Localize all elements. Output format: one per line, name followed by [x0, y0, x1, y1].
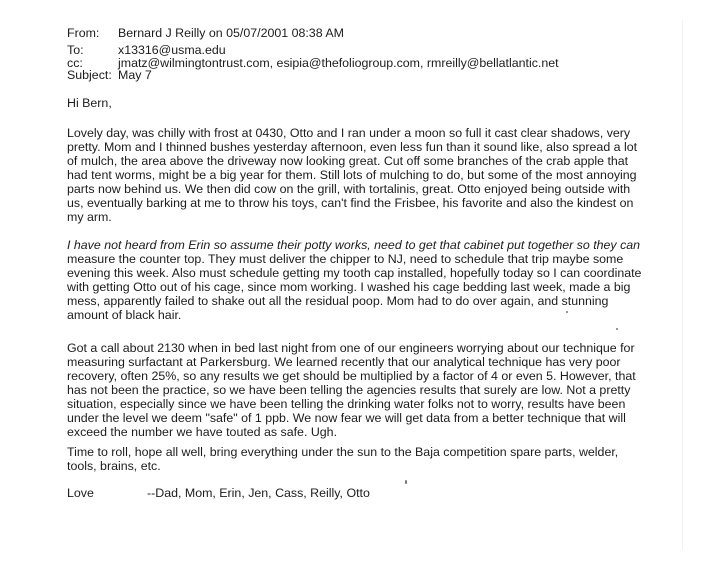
from-value: Bernard J Reilly on 05/07/2001 08:38 AM	[118, 26, 344, 40]
scan-speck	[566, 311, 568, 313]
to-label: To:	[67, 43, 84, 57]
scan-margin-line	[682, 20, 683, 550]
paragraph-4	[67, 445, 627, 473]
paragraph-line: has not been the practice, so we have been telling the agencies results that surely are low. Not a pretty	[67, 383, 631, 397]
paragraph-line: had tent worms, might be a big year for them. Still lots of mulching to do, but some of the most annoying	[67, 168, 637, 182]
from-label: From:	[67, 26, 100, 40]
paragraph-line: measuring surfactant at Parkersburg. We learned recently that our analytical technique has very poor	[67, 355, 621, 369]
paragraph-line: pretty. Mom and I thinned bushes yesterday afternoon, even less fun than it sound like, also spread a lot	[67, 140, 638, 154]
paragraph-line: evening this week. Also must schedule getting my tooth cap installed, hopefully today so I can coordinate	[67, 266, 642, 280]
paragraph-line: recovery, often 25%, so any results we get should be multiplied by a factor of 4 or even 5. However, that	[67, 369, 636, 383]
subject-value: May 7	[118, 68, 152, 83]
paragraph-1	[67, 126, 638, 224]
scan-speck	[405, 480, 407, 484]
paragraph-line: us, eventually barking at me to throw his toys, can't find the Frisbee, his favorite and also the kindest on	[67, 196, 634, 210]
paragraph-line: parts now behind us. We then did cow on the grill, with tortalinis, great. Otto enjoyed being outside with	[67, 182, 631, 196]
paragraph-2	[67, 238, 642, 322]
paragraph-line: under the level we deem "safe" of 1 ppb. We now fear we will get data from a better technique that will	[67, 411, 626, 425]
paragraph-line: Time to roll, hope all well, bring everything under the sun to the Baja competition spare parts, welder,	[67, 445, 619, 459]
paragraph-line: mess, apparently failed to shake out all the residual poop. Mom had to do over again, and stunning	[67, 294, 609, 308]
greeting: Hi Bern,	[67, 96, 112, 110]
closing-block	[67, 486, 370, 500]
subject-row	[67, 69, 687, 82]
paragraph-line: situation, especially since we have been telling the drinking water folks not to worry, results have been	[67, 397, 626, 411]
to-row	[67, 44, 687, 57]
paragraph-line: with getting Otto out of his cage, since mom working. I washed his cage bedding last week, made a big	[67, 280, 631, 294]
paragraph-line: amount of black hair.	[67, 308, 182, 322]
paragraph-line: tools, brains, etc.	[67, 459, 161, 473]
paragraph-line: Got a call about 2130 when in bed last night from one of our engineers worrying about our technique for	[67, 341, 635, 355]
paragraph-line: of mulch, the area above the driveway now looking great. Cut off some branches of the crab apple that	[67, 154, 629, 168]
email-header	[67, 26, 687, 82]
paragraph-line: Lovely day, was chilly with frost at 0430, Otto and I ran under a moon so full it cast clear shadows, very	[67, 126, 631, 140]
signature: --Dad, Mom, Erin, Jen, Cass, Reilly, Otto	[147, 486, 370, 500]
paragraph-3	[67, 341, 636, 439]
cc-label: cc:	[67, 55, 83, 70]
paragraph-line: I have not heard from Erin so assume their potty works, need to get that cabinet put together so they can	[67, 238, 641, 252]
cc-value: jmatz@wilmingtontrust.com, esipia@thefoliogroup.com, rmreilly@bellatlantic.net	[118, 55, 559, 70]
to-value: x13316@usma.edu	[118, 43, 226, 57]
paragraph-line: exceed the number we have touted as safe. Ugh.	[67, 425, 338, 439]
paragraph-line: measure the counter top. They must deliver the chipper to NJ, need to schedule that trip maybe some	[67, 252, 624, 266]
cc-row	[67, 57, 687, 70]
from-row	[67, 26, 687, 44]
paragraph-line: my arm.	[67, 210, 112, 224]
closing-word: Love	[67, 486, 94, 500]
scan-speck	[616, 328, 618, 330]
subject-label: Subject:	[67, 68, 112, 83]
